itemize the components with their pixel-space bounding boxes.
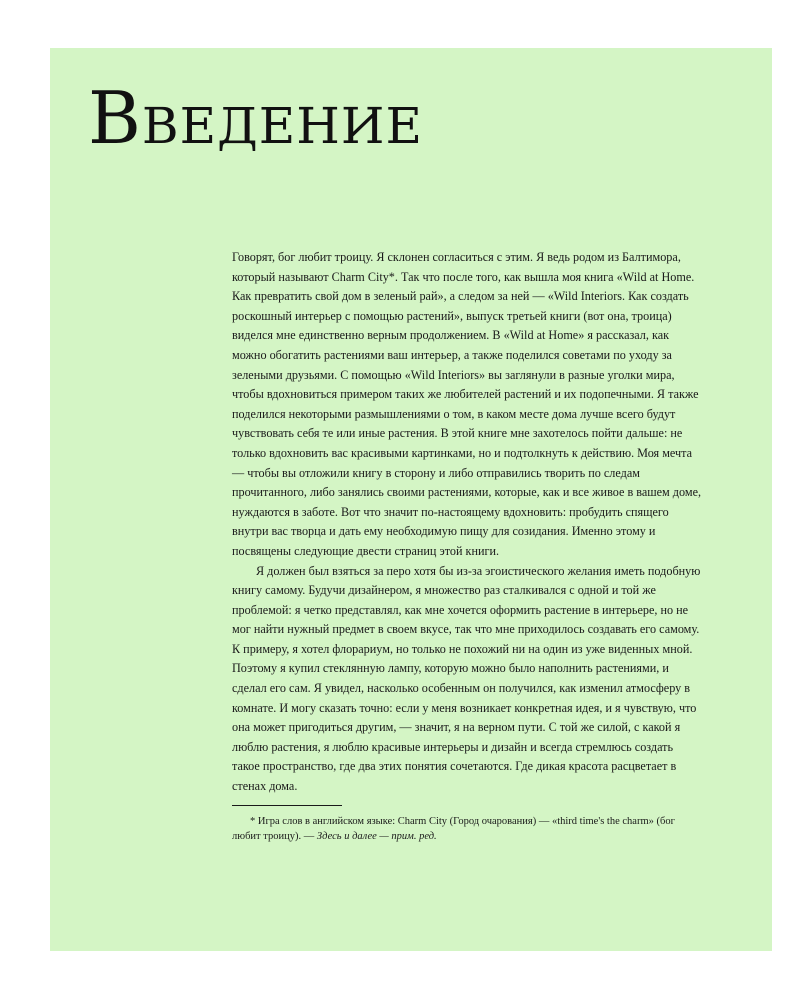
footnote-text: * Игра слов в английском языке: Charm City (Город очарования) — «third time's the charm» (бог любит троицу). — <box>232 815 675 842</box>
paragraph-2: Я должен был взяться за перо хотя бы из-за эгоистического желания иметь подобную книгу самому. Будучи дизайнером, я множество раз сталкивался с одной и той же проблемой: я четко представлял, как мне хочется оформить растение в интерьере, но не мог найти нужный предмет в своем вкусе, так что мне приходилось создавать его самому. К примеру, я хотел флорариум, но только не похожий ни на один из уже виденных мной. Поэтому я купил стеклянную лампу, которую можно было наполнить растениями, и сделал его сам. Я увидел, насколько особенным он получился, как изменил атмосферу в комнате. И могу сказать точно: если у меня возникает конкретная идея, и я чувствую, что она может пригодиться другим, — значит, я на верном пути. С той же силой, с какой я люблю растения, я люблю красивые интерьеры и дизайн и всегда стремлюсь создать такое пространство, где два этих понятия сочетаются. Где дикая красота расцветает в стенах дома. <box>232 563 701 794</box>
footnote <box>232 814 702 844</box>
footnote-editor-note: Здесь и далее — прим. ред. <box>316 830 437 842</box>
page-title: Введение <box>88 76 424 160</box>
paragraph-1: Говорят, бог любит троицу. Я склонен согласиться с этим. Я ведь родом из Балтимора, который называют Charm City*. Так что после того, как вышла моя книга «Wild at Home. Как превратить свой дом в зеленый рай», а следом за ней — «Wild Interiors. Как создать роскошный интерьер с помощью растений», выпуск третьей книги (вот она, троица) виделся мне единственно верным продолжением. В «Wild at Home» я рассказал, как можно обогатить растениями ваш интерьер, а также поделился советами по уходу за зелеными друзьями. С помощью «Wild Interiors» вы заглянули в разные уголки мира, чтобы вдохновиться примером таких же любителей растений и их подопечными. Я также поделился некоторыми размышлениями о том, в каком месте дома лучше всего будут чувствовать себя те или иные растения. В этой книге мне захотелось пойти дальше: не только вдохновить вас красивыми картинками, но и подтолкнуть к действию. Моя мечта — чтобы вы отложили книгу в сторону и либо отправились творить по следам прочитанного, либо занялись своими растениями, которые, как и все живое в вашем доме, нуждаются в заботе. Вот что значит по-настоящему вдохновить: пробудить спящего внутри вас творца и дать ему необходимую пищу для созидания. Именно этому и посвящены следующие двести страниц этой книги. <box>232 250 702 558</box>
body-text <box>232 248 702 844</box>
footnote-divider <box>232 805 342 806</box>
book-page <box>50 48 772 951</box>
